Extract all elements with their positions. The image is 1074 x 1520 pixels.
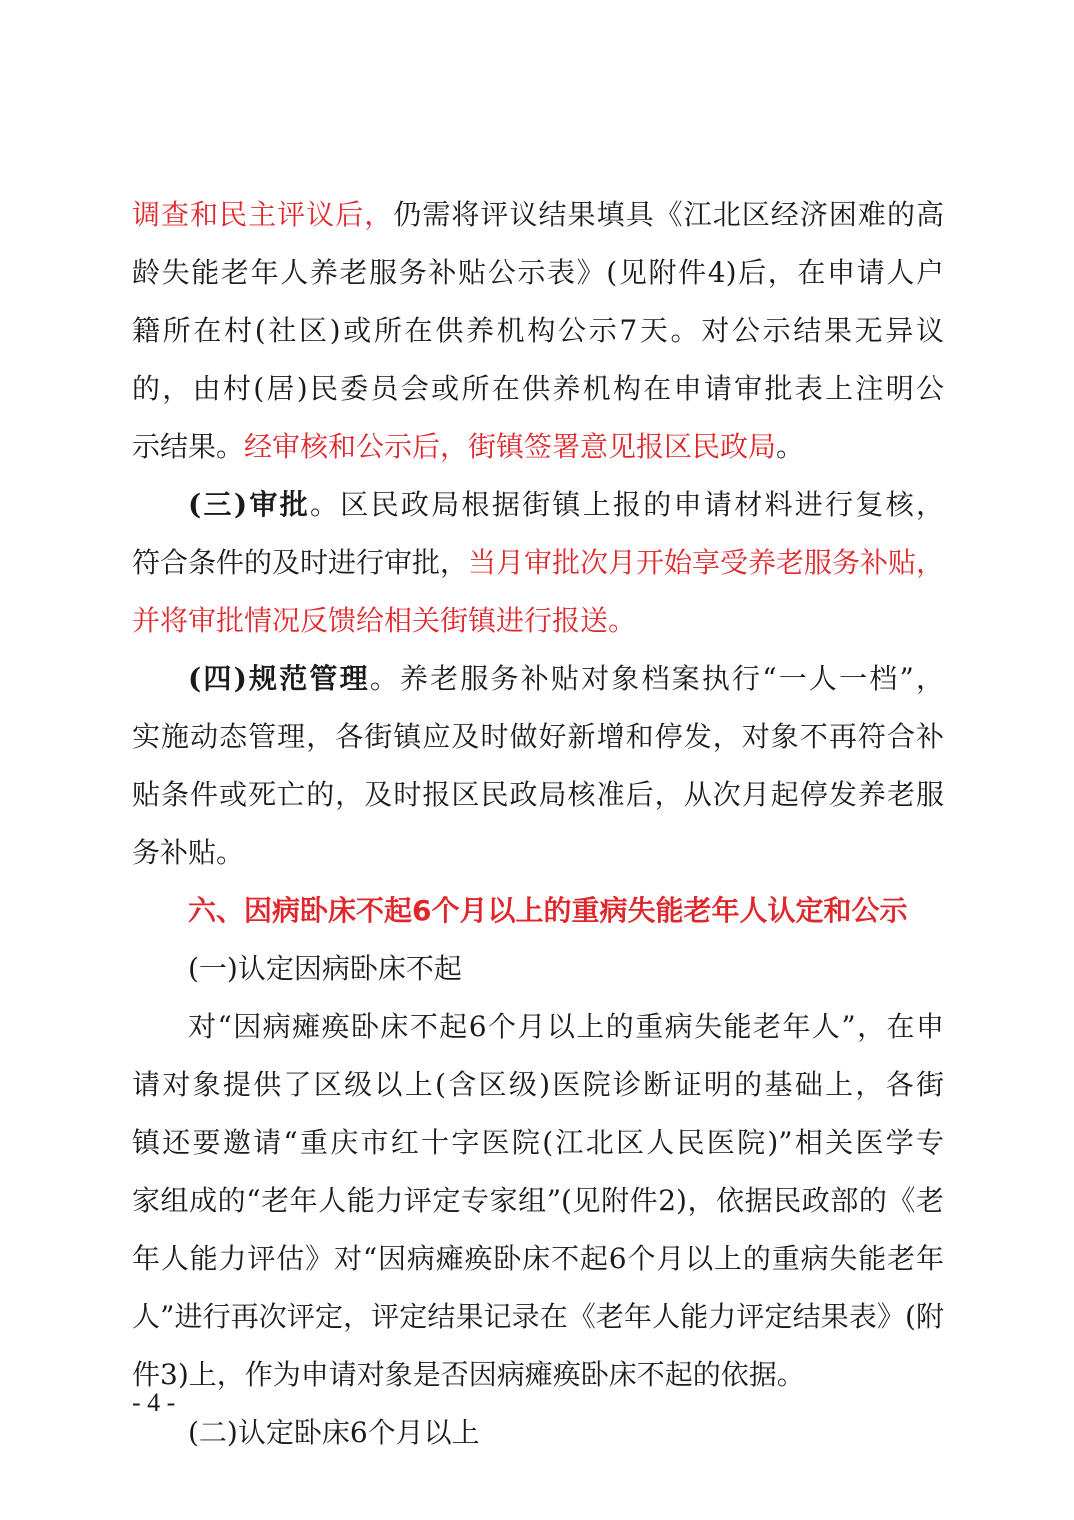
- section-label: (四)规范管理: [188, 662, 370, 695]
- paragraph-line: 件3)上，作为申请对象是否因病瘫痪卧床不起的依据。: [132, 1358, 805, 1391]
- section-heading: 六、因病卧床不起6个月以上的重病失能老年人认定和公示: [188, 894, 908, 927]
- body-text: 符合条件的及时进行审批，: [132, 546, 469, 579]
- body-text: 。: [776, 430, 805, 463]
- paragraph-line: 镇还要邀请“重庆市红十字医院(江北区人民医院)”相关医学专: [132, 1126, 944, 1159]
- body-text: 。区民政局根据街镇上报的申请材料进行复核，: [310, 488, 944, 521]
- paragraph-line: 人”进行再次评定，评定结果记录在《老年人能力评定结果表》(附: [132, 1300, 944, 1333]
- highlighted-text: 当月审批次月开始享受养老服务补贴，: [468, 546, 945, 579]
- paragraph-line: 龄失能老年人养老服务补贴公示表》(见附件4)后，在申请人户: [132, 256, 944, 289]
- paragraph-line: 贴条件或死亡的，及时报区民政局核准后，从次月起停发养老服: [132, 778, 944, 811]
- subsection-heading: (二)认定卧床6个月以上: [188, 1416, 480, 1449]
- paragraph-line: [132, 186, 944, 244]
- body-text: 。养老服务补贴对象档案执行“一人一档”，: [369, 662, 944, 695]
- highlighted-text: 并将审批情况反馈给相关街镇进行报送: [132, 604, 609, 637]
- body-text: 。: [608, 604, 637, 637]
- paragraph-line: [132, 534, 944, 592]
- body-text: 仍需将评议结果填具《江北区经济困难的高: [393, 198, 944, 231]
- paragraph-line: [132, 650, 944, 708]
- paragraph-line: [132, 476, 944, 534]
- paragraph-line: 对“因病瘫痪卧床不起6个月以上的重病失能老年人”，在申: [188, 1010, 944, 1043]
- document-body: [132, 186, 944, 1462]
- section-label: (三)审批: [188, 488, 310, 521]
- highlighted-text: 调查和民主评议后，: [132, 198, 394, 231]
- paragraph-line: [132, 418, 944, 476]
- paragraph-line: 年人能力评估》对“因病瘫痪卧床不起6个月以上的重病失能老年: [132, 1242, 944, 1275]
- paragraph-line: [132, 592, 944, 650]
- body-text: 示结果。: [132, 430, 245, 463]
- paragraph-line: 请对象提供了区级以上(含区级)医院诊断证明的基础上，各街: [132, 1068, 944, 1101]
- paragraph-line: 务补贴。: [132, 836, 245, 869]
- paragraph-line: 籍所在村(社区)或所在供养机构公示7天。对公示结果无异议: [132, 314, 944, 347]
- subsection-heading: (一)认定因病卧床不起: [188, 952, 462, 985]
- page-number: - 4 -: [132, 1388, 176, 1417]
- highlighted-text: 经审核和公示后，街镇签署意见报区民政局: [244, 430, 777, 463]
- paragraph-line: 的，由村(居)民委员会或所在供养机构在申请审批表上注明公: [132, 372, 944, 405]
- paragraph-line: 家组成的“老年人能力评定专家组”(见附件2)，依据民政部的《老: [132, 1184, 944, 1217]
- paragraph-line: 实施动态管理，各街镇应及时做好新增和停发，对象不再符合补: [132, 720, 944, 753]
